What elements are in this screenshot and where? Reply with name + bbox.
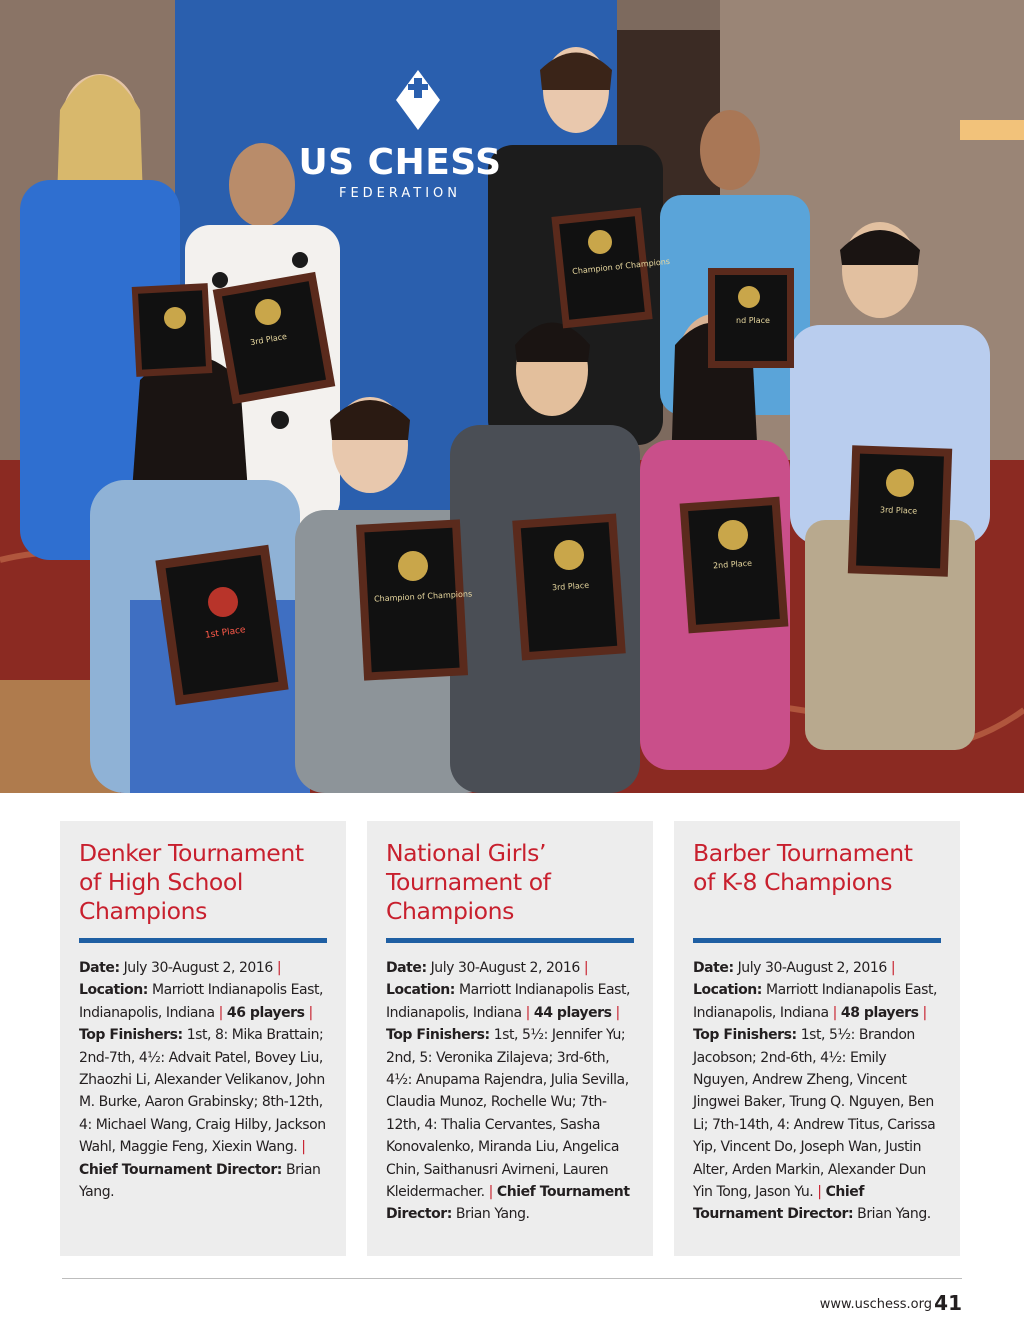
- plaque-label-3: nd Place: [736, 316, 770, 325]
- banner-title: US CHESS: [298, 142, 502, 183]
- tournament-card-national-girls: [367, 821, 653, 1256]
- director-value: Brian Yang.: [455, 1206, 530, 1223]
- plaque-label-2: Champion of Champions: [571, 256, 671, 277]
- separator: |: [583, 960, 589, 976]
- plaque-label-6: 3rd Place: [551, 580, 590, 593]
- separator: |: [301, 1139, 306, 1156]
- location-label: Location:: [79, 982, 148, 999]
- separator: |: [615, 1004, 620, 1021]
- footer-divider: [62, 1278, 962, 1279]
- tournament-card-denker: [60, 821, 346, 1256]
- date-value: July 30-August 2, 2016: [430, 960, 580, 976]
- date-label: Date:: [386, 960, 427, 976]
- separator: |: [817, 1184, 822, 1201]
- players-count: 48 players: [840, 1004, 919, 1021]
- director-value: Brian Yang.: [857, 1206, 931, 1223]
- date-value: July 30-August 2, 2016: [123, 960, 273, 976]
- card-divider: [386, 938, 634, 943]
- director-value: Brian Yang.: [79, 1161, 321, 1201]
- plaque-label-1: 3rd Place: [249, 331, 288, 348]
- separator: |: [922, 1004, 927, 1021]
- location-value: Marriott Indianapolis East, Indianapolis, Indiana: [386, 982, 631, 1021]
- separator: |: [890, 960, 896, 976]
- card-body: [79, 957, 327, 1203]
- finishers-label: Top Finishers:: [79, 1027, 183, 1044]
- finishers-label: Top Finishers:: [386, 1027, 490, 1044]
- tournament-card-barber: [674, 821, 960, 1256]
- card-title: Denker Tournament of High School Champions: [79, 839, 304, 925]
- players-count: 46 players: [226, 1004, 305, 1021]
- separator: |: [308, 1004, 313, 1021]
- director-label: Chief Tournament Director:: [693, 1184, 864, 1223]
- card-body: [693, 957, 941, 1226]
- director-label: Chief Tournament Director:: [386, 1184, 630, 1223]
- location-value: Marriott Indianapolis East, Indianapolis, Indiana: [79, 982, 324, 1021]
- players-count: 44 players: [533, 1004, 612, 1021]
- separator: |: [276, 960, 282, 976]
- card-title: Barber Tournament of K-8 Champions: [693, 839, 913, 896]
- finishers-value: 1st, 8: Mika Brattain; 2nd-7th, 4½: Advait Patel, Bovey Liu, Zhaozhi Li, Alexander Velikanov, John M. Burke, Aaron Grabinsky; 8th-12th, 4: Michael Wang, Craig Hilby, Jackson Wahl, Maggie Feng, Xiexin Wang.: [79, 1027, 326, 1156]
- page-number: 41: [934, 1291, 962, 1315]
- date-label: Date:: [693, 960, 734, 976]
- finishers-value: 1st, 5½: Jennifer Yu; 2nd, 5: Veronika Zilajeva; 3rd-6th, 4½: Anupama Rajendra, Julia Sevilla, Claudia Munoz, Rochelle Wu; 7th-12th, 4: Thalia Cervantes, Sasha Konovalenko, Miranda Liu, Angelica Chin, Saithanusri Avirneni, Lauren Kleidermacher.: [386, 1027, 629, 1201]
- finishers-label: Top Finishers:: [693, 1027, 797, 1044]
- finishers-value: 1st, 5½: Brandon Jacobson; 2nd-6th, 4½: Emily Nguyen, Andrew Zheng, Vincent Jingwei Baker, Trung Q. Nguyen, Ben Li; 7th-14th, 4: Andrew Titus, Carissa Yip, Vincent Do, Joseph Wan, Justin Alter, Arden Markin, Alexander Dun Yin Tong, Jason Yu.: [693, 1027, 936, 1201]
- plaque-label-4: 1st Place: [204, 625, 247, 641]
- date-value: July 30-August 2, 2016: [737, 960, 887, 976]
- card-body: [386, 957, 634, 1226]
- location-label: Location:: [693, 982, 762, 999]
- separator: |: [218, 1004, 223, 1021]
- banner-subtitle: FEDERATION: [338, 186, 462, 201]
- footer-url: www.uschess.org: [819, 1297, 932, 1312]
- separator: |: [488, 1184, 493, 1201]
- location-value: Marriott Indianapolis East, Indianapolis, Indiana: [693, 982, 938, 1021]
- separator: |: [832, 1004, 837, 1021]
- director-label: Chief Tournament Director:: [79, 1161, 282, 1178]
- separator: |: [525, 1004, 530, 1021]
- card-divider: [79, 938, 327, 943]
- plaque-label-8: 3rd Place: [879, 505, 918, 516]
- card-title: National Girls’ Tournament of Champions: [386, 839, 551, 925]
- plaque-label-5: Champion of Champions: [373, 589, 473, 604]
- date-label: Date:: [79, 960, 120, 976]
- plaque-label-7: 2nd Place: [712, 558, 753, 571]
- card-divider: [693, 938, 941, 943]
- location-label: Location:: [386, 982, 455, 999]
